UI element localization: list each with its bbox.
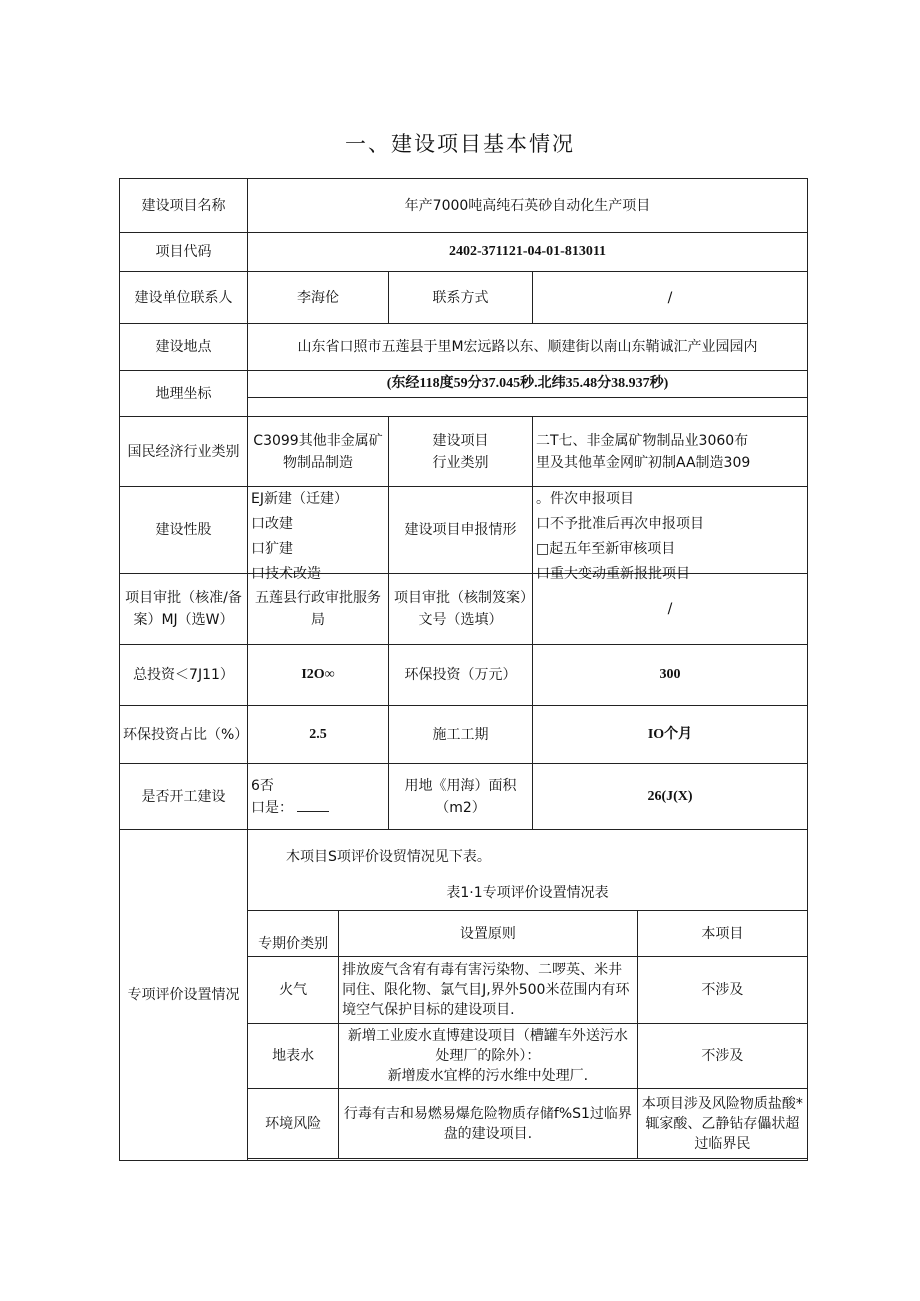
value-contact-method: /: [533, 272, 808, 324]
label-special: 专项评价设置情况: [120, 830, 248, 1161]
label-coordinates: 地理坐标: [120, 371, 248, 417]
special-caption: 表1·1专项评价设置情况表: [446, 885, 609, 901]
label-industry: 国民经济行业类别: [120, 417, 248, 487]
value-project-industry: [533, 417, 808, 487]
declare-option-five-years: □起五年至新审核项目: [536, 541, 676, 557]
special-category: 环境风险: [248, 1089, 339, 1159]
label-approval-dept: 项目审批（核准/备案）MJ（选W）: [120, 574, 248, 645]
value-env-ratio: 2.5: [248, 706, 389, 764]
row-industry: [120, 417, 808, 487]
value-started: [248, 764, 389, 830]
value-area: 26(J(X): [533, 764, 808, 830]
label-contact-method: 联系方式: [389, 272, 533, 324]
special-row-water: [248, 1024, 808, 1089]
page-title: 一、建设项目基本情况: [345, 132, 575, 156]
value-approval-dept: 五莲县行政审批服务局: [248, 574, 389, 645]
label-env-ratio: 环保投资占比（%）: [120, 706, 248, 764]
label-project-name: 建设项目名称: [120, 179, 248, 233]
started-option-no: 6否: [251, 777, 274, 794]
started-option-yes: [251, 797, 385, 819]
special-principle: 行毒有吉和易燃易爆危险物质存储f%S1过临界盘的建设项目.: [339, 1089, 638, 1159]
value-coordinates-cell: [248, 371, 808, 417]
label-project-code: 项目代码: [120, 233, 248, 272]
row-started: [120, 764, 808, 830]
label-declare: 建设项目申报情形: [389, 487, 533, 574]
nature-option-rebuild: 口改建: [251, 516, 293, 532]
declare-option-major-change: 口重大变动重新报批项目: [536, 566, 690, 582]
value-contact: 李海伦: [248, 272, 389, 324]
label-project-industry: [389, 417, 533, 487]
special-row-risk: [248, 1089, 808, 1159]
nature-options: [251, 487, 385, 582]
special-intro: 木项目S项评价设贸情况见下表。: [286, 849, 491, 865]
value-industry: C3099其他非金属矿物制品制造: [248, 417, 389, 487]
row-project-name: [120, 179, 808, 233]
special-principle: 新増工业废水直博建设项目（槽罐车外送污水处理厂的除外）： 新增废水宜桦的污水维中处理厂.: [339, 1024, 638, 1089]
value-location: 山东省口照市五莲县于里M宏远路以东、顺建街以南山东鞘诚汇产业园园内: [248, 324, 808, 371]
special-header-row: [248, 911, 808, 957]
special-header-result: 本项目: [637, 911, 807, 957]
value-approval-no: /: [533, 574, 808, 645]
row-nature: [120, 487, 808, 574]
row-contact: [120, 272, 808, 324]
label-contact: 建设单位联系人: [120, 272, 248, 324]
special-row-air: [248, 957, 808, 1024]
row-project-code: [120, 233, 808, 272]
row-investment: [120, 645, 808, 706]
value-project-industry-line1: 二T七、非金属矿物制品业3060布: [536, 432, 749, 449]
started-yes-label: 口是：: [251, 799, 293, 816]
declare-option-first: 。件次申报项目: [536, 491, 634, 507]
label-investment: 总投资＜7J11）: [120, 645, 248, 706]
row-coordinates: [120, 371, 808, 417]
label-project-industry-line2: 行业类别: [432, 454, 489, 471]
special-principle: 排放废气含宥有毒有害污染物、二啰英、米井同住、限化物、氯气目J,界外500米莅围内有环境空气保护目标的建设项目.: [339, 957, 638, 1024]
value-investment: I2O∞: [248, 645, 389, 706]
label-location: 建设地点: [120, 324, 248, 371]
special-table: [247, 910, 808, 1159]
special-result: 本项目涉及风险物质盐酸*辄家酸、乙静钻存儡状超过临界民: [637, 1089, 807, 1159]
row-special-evaluation: [120, 830, 808, 1161]
row-location: [120, 324, 808, 371]
declare-options: [536, 487, 804, 582]
value-project-name: 年产7000吨高纯石英砂自动化生产项目: [248, 179, 808, 233]
value-nature: [248, 487, 389, 582]
started-yes-blank: [297, 811, 329, 812]
value-coordinates: (东经118度59分37.045秒.北纬35.48分38.937秒): [248, 371, 807, 398]
special-category: 火气: [248, 957, 339, 1024]
label-project-industry-line1: 建设项目: [432, 432, 489, 449]
label-period: 施工工期: [389, 706, 533, 764]
special-result: 不涉及: [637, 957, 807, 1024]
declare-option-resubmit: 口不予批准后再次申报项目: [536, 516, 704, 532]
label-approval-no: 项目审批（核制笈案）文号（选填）: [389, 574, 533, 645]
value-env-investment: 300: [533, 645, 808, 706]
label-started: 是否开工建设: [120, 764, 248, 830]
value-project-industry-line2: 里及其他革金网旷初制AA制造309: [536, 454, 751, 471]
value-declare: [533, 487, 808, 582]
special-evaluation-cell: [248, 830, 808, 1161]
special-header-principle: 设置原则: [339, 911, 638, 957]
nature-option-upgrade: 口技术改造: [251, 566, 321, 582]
special-header-category: 专期价类别: [248, 911, 339, 957]
nature-option-new: EJ新建（迁建）: [251, 491, 348, 507]
label-area: 用地《用海）面积（m2）: [389, 764, 533, 830]
special-category: 地表水: [248, 1024, 339, 1089]
row-ratio: [120, 706, 808, 764]
row-approval: [120, 574, 808, 645]
value-project-code: 2402-371121-04-01-813011: [248, 233, 808, 272]
label-env-investment: 环保投资（万元）: [389, 645, 533, 706]
label-nature: 建设性股: [120, 487, 248, 574]
nature-option-expand: 口犷建: [251, 541, 293, 557]
project-info-table: [119, 178, 808, 1161]
value-period: IO个月: [533, 706, 808, 764]
special-result: 不涉及: [637, 1024, 807, 1089]
